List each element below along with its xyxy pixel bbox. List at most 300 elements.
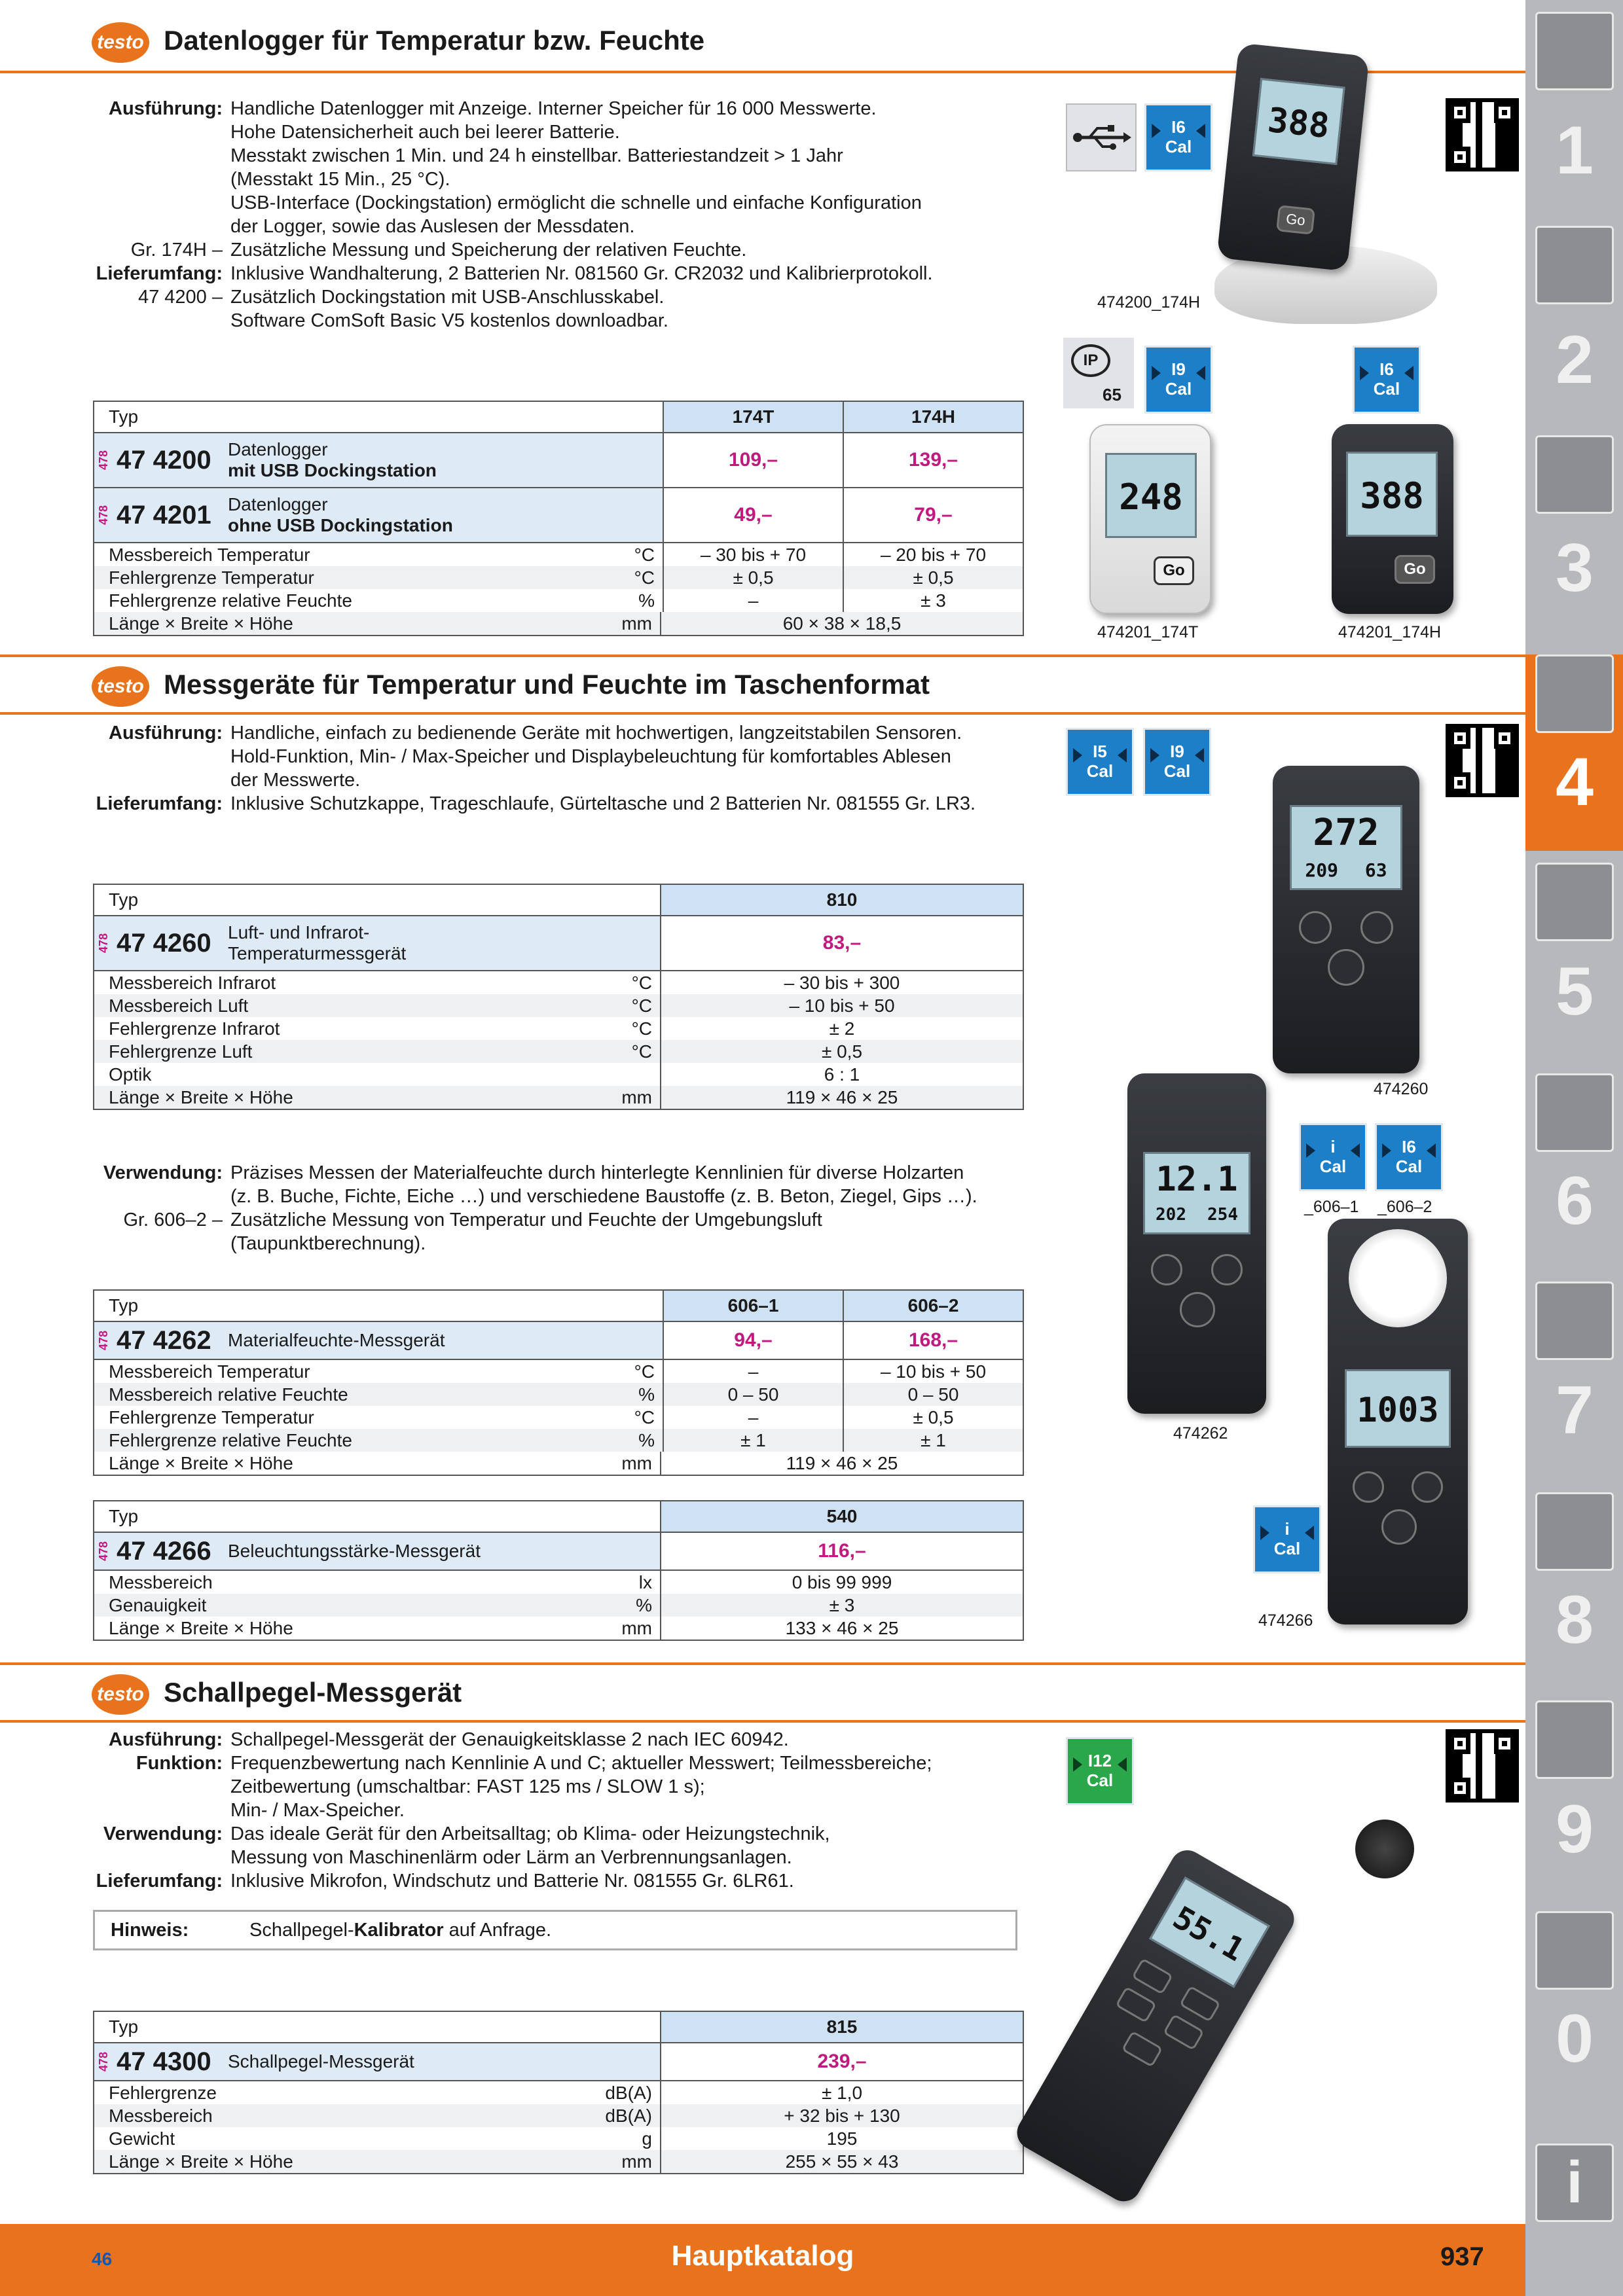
price: 168,– [843,1322,1023,1359]
desc-row [93,1232,1023,1255]
up-button [1299,911,1332,944]
chapter-1-icon[interactable] [1535,12,1614,90]
chapter-5-icon[interactable] [1535,863,1614,941]
article-row [94,1322,1023,1360]
badge-top: I6 [1379,359,1394,379]
article-number: 47 4300 [117,2047,211,2076]
spec-row [94,2104,1023,2127]
spec-row [94,2150,1023,2173]
spec-value: 60 × 38 × 18,5 [660,612,1023,635]
spec-row [94,566,1023,589]
badge-bottom: Cal [1373,379,1400,399]
desc-row [93,1161,1023,1185]
desc-label [93,215,230,238]
article-desc-line2: mit USB Dockingstation [228,460,437,480]
chapter-7-icon[interactable] [1535,1282,1614,1360]
device-display: 1003 [1345,1369,1451,1448]
spec-row [94,2127,1023,2150]
spec-row [94,543,1023,566]
chapter-number[interactable]: 4 [1556,744,1594,820]
chapter-number[interactable]: 1 [1556,113,1594,188]
article-row [94,1533,1023,1571]
price: 94,– [663,1322,843,1359]
desc-text: Schallpegel-Messgerät der Genauigkeitsklasse 2 nach IEC 60942. [230,1729,789,1750]
badge-top: I6 [1402,1137,1416,1157]
desc-label [93,1232,230,1255]
badge-bottom: Cal [1163,761,1191,781]
desc-text: der Messwerte. [230,770,361,791]
display-main-value: 12.1 [1156,1160,1238,1199]
page-ref: 478 [97,2051,110,2072]
article-desc-line1: Datenlogger [228,494,328,514]
desc-label: 47 4200 – [137,287,223,308]
spec-row [94,1406,1023,1429]
spec-value: 255 × 55 × 43 [660,2150,1023,2173]
chapter-number[interactable]: 6 [1556,1163,1594,1239]
badge-top: i [1330,1137,1336,1157]
spec-name: Messbereich Temperatur [109,1361,310,1382]
desc-label [93,745,230,768]
mode-button [1211,1254,1243,1285]
desc-row [93,768,1023,792]
spec-name: Fehlergrenze relative Feuchte [109,1429,352,1450]
spec-value: – 30 bis + 300 [660,971,1023,994]
desc-label: Gr. 174H – [130,240,223,260]
desc-text: USB-Interface (Dockingstation) ermöglicht die schnelle und einfache Konfiguration [230,192,922,213]
spec-name: Fehlergrenze relative Feuchte [109,590,352,611]
image-caption: 474201_174H [1338,623,1442,641]
desc-text: Messtakt zwischen 1 Min. und 24 h einstellbar. Batteriestandzeit > 1 Jahr [230,145,843,166]
spec-row [94,1452,1023,1475]
spec-row [94,589,1023,612]
footer-page-number: 937 [1440,2242,1484,2271]
spec-name: Länge × Breite × Höhe [109,613,293,634]
go-button: Go [1154,556,1194,585]
desc-text: Das ideale Gerät für den Arbeitsalltag; ob Klima- oder Heizungstechnik, [230,1823,830,1844]
product-image-474260 [1273,766,1419,1073]
power-button [1328,949,1364,986]
article-description [225,439,663,481]
col-815: 815 [660,2012,1023,2042]
desc-text: Handliche, einfach zu bedienende Geräte mit hochwertigen, langzeitstabilen Sensoren. [230,723,962,744]
desc-label [93,168,230,191]
hinweis-box [93,1910,1017,1950]
section-header-schallpegel [0,1662,1525,1723]
device-button [1131,1958,1173,1994]
ip65-icon [1063,338,1134,408]
spec-name: Messbereich [109,2105,213,2126]
spec-unit: mm [621,1086,652,1107]
image-caption: _606–1 [1304,1198,1359,1216]
spec-unit: °C [631,1018,652,1039]
desc-label [93,768,230,792]
article-row [94,916,1023,971]
chapter-number[interactable]: 2 [1556,322,1594,398]
desc-text: (Messtakt 15 Min., 25 °C). [230,169,450,190]
spec-value: ± 1,0 [660,2081,1023,2104]
desc-label: Lieferumfang: [96,1871,223,1892]
spec-row [94,1063,1023,1086]
desc-text: Inklusive Schutzkappe, Trageschlaufe, Gürteltasche und 2 Batterien Nr. 081555 Gr. LR3. [230,793,976,814]
device-button [1179,1985,1221,2022]
desc-text: Inklusive Mikrofon, Windschutz und Batterie Nr. 081555 Gr. 6LR61. [230,1871,794,1892]
article-desc-line2: ohne USB Dockingstation [228,515,453,535]
spec-row [94,612,1023,635]
spec-unit: °C [634,1361,655,1382]
spec-unit: °C [634,567,655,588]
typ-label: Typ [109,1506,139,1526]
product-image-474266 [1328,1219,1468,1624]
spec-row [94,1360,1023,1383]
chapter-number[interactable]: 3 [1556,530,1594,606]
spec-value: 119 × 46 × 25 [660,1086,1023,1109]
chapter-i-icon[interactable]: i [1535,2144,1614,2222]
cal-badge [1066,728,1134,796]
testo-logo: testo [92,666,149,707]
article-row [94,488,1023,543]
spec-row [94,1040,1023,1063]
table-810 [93,884,1024,1110]
spec-name: Messbereich Temperatur [109,544,310,565]
spec-value: 0 bis 99 999 [660,1571,1023,1594]
spec-row [94,1383,1023,1406]
price: 116,– [660,1533,1023,1570]
cal-badge [1144,103,1213,171]
table-815 [93,2011,1024,2174]
chapter-0-icon[interactable] [1535,1911,1614,1990]
up-button [1151,1254,1182,1285]
footer-page-left: 46 [92,2249,113,2269]
col-810: 810 [660,885,1023,915]
typ-label: Typ [109,1295,139,1316]
desc-label [93,1846,230,1869]
desc-text: Zusätzliche Messung von Temperatur und Feuchte der Umgebungsluft [230,1210,822,1230]
desc-text: (z. B. Buche, Fichte, Eiche …) und verschiedene Baustoffe (z. B. Beton, Ziegel, Gips …). [230,1186,977,1207]
desc-row [93,1185,1023,1208]
spec-name: Messbereich Luft [109,995,249,1016]
desc-row [93,721,1023,745]
spec-row [94,971,1023,994]
spec-name: Fehlergrenze [109,2082,217,2103]
desc-text: Messung von Maschinenlärm oder Lärm an Verbrennungsanlagen. [230,1847,792,1868]
desc-label: Ausführung: [109,98,223,119]
article-desc-line1: Luft- und Infrarot- [228,922,370,942]
spec-name: Gewicht [109,2128,175,2149]
article-number: 47 4266 [117,1536,211,1566]
spec-unit: dB(A) [605,2105,652,2126]
desc-row [93,1775,1023,1799]
desc-row [93,1208,1023,1232]
desc-label: Ausführung: [109,723,223,744]
desc-label [93,1799,230,1822]
desc-row [93,285,1023,309]
spec-value: ± 1 [843,1429,1023,1452]
desc-row [93,191,1023,215]
chapter-3-icon[interactable] [1535,435,1614,514]
table-header-row [94,1291,1023,1322]
go-button: Go [1395,555,1435,584]
col-174t: 174T [663,402,843,432]
spec-value: 6 : 1 [660,1063,1023,1086]
desc-row [93,168,1023,191]
chapter-number[interactable]: 0 [1556,2001,1594,2077]
spec-name: Fehlergrenze Infrarot [109,1018,280,1039]
spec-value: ± 0,5 [660,1040,1023,1063]
chapter-number[interactable]: 5 [1556,954,1594,1030]
spec-unit: g [642,2128,652,2149]
spec-name: Optik [109,1064,152,1085]
ip-label: IP [1071,344,1110,377]
desc-row [93,1822,1023,1846]
spec-value: ± 0,5 [663,566,843,589]
desc-row [93,792,1023,816]
description-datenlogger [93,97,1023,332]
spec-value: – 20 bis + 70 [843,543,1023,566]
mode-button [1360,911,1393,944]
article-description: Beleuchtungsstärke-Messgerät [228,1541,481,1561]
go-button: Go [1276,205,1315,235]
device-display [1143,1152,1250,1234]
spec-value: ± 2 [660,1017,1023,1040]
spec-unit: °C [631,995,652,1016]
desc-label: Gr. 606–2 – [123,1210,223,1230]
spec-unit: °C [631,972,652,993]
badge-bottom: Cal [1319,1157,1347,1176]
spec-value: – 30 bis + 70 [663,543,843,566]
footer-title: Hauptkatalog [671,2240,854,2272]
sound-meter-body [1011,1844,1300,2208]
spec-value: – [663,1360,843,1383]
device-display [1290,805,1402,890]
chapter-2-icon[interactable] [1535,226,1614,304]
badge-bottom: Cal [1086,1770,1114,1790]
spec-row [94,994,1023,1017]
price: 83,– [660,916,1023,970]
spec-row [94,1086,1023,1109]
logger-174h-device [1216,43,1369,271]
microphone-windscreen [1355,1820,1414,1878]
footer [0,2224,1525,2296]
section-title: Messgeräte für Temperatur und Feuchte im Taschenformat [164,669,930,700]
spec-row [94,1017,1023,1040]
spec-value: ± 0,5 [843,1406,1023,1429]
desc-text: Software ComSoft Basic V5 kostenlos downloadbar. [230,310,668,331]
desc-row [93,1751,1023,1775]
desc-row [93,1728,1023,1751]
spec-row [94,1617,1023,1640]
spec-value: ± 3 [843,589,1023,612]
description-schallpegel [93,1728,1023,1893]
image-caption: 474262 [1173,1424,1228,1443]
chapter-4-icon[interactable] [1535,655,1614,733]
power-button [1180,1292,1215,1327]
display-left-value: 202 [1156,1205,1186,1225]
qr-code [1446,98,1519,171]
table-540 [93,1500,1024,1641]
desc-row [93,262,1023,285]
spec-name: Länge × Breite × Höhe [109,1452,293,1473]
chapter-9-icon[interactable] [1535,1700,1614,1779]
chapter-number[interactable]: 8 [1556,1582,1594,1658]
image-caption: 474260 [1374,1080,1429,1098]
spec-value: + 32 bis + 130 [660,2104,1023,2127]
desc-label [93,1185,230,1208]
desc-text: Hohe Datensicherheit auch bei leerer Batterie. [230,122,620,143]
spec-row [94,1571,1023,1594]
spec-name: Fehlergrenze Temperatur [109,567,314,588]
image-caption: 474266 [1258,1611,1313,1630]
light-sensor-dome [1349,1229,1447,1327]
spec-row [94,1429,1023,1452]
ip-number: 65 [1103,385,1122,404]
chapter-number[interactable]: 7 [1556,1372,1594,1448]
spec-unit: mm [621,2151,652,2172]
table-header-row [94,2012,1023,2043]
spec-row [94,2081,1023,2104]
cal-badge [1066,1737,1134,1805]
table-header-row [94,885,1023,916]
device-button [1115,1986,1157,2023]
chapter-6-icon[interactable] [1535,1073,1614,1152]
badge-bottom: Cal [1165,379,1192,399]
price: 49,– [663,488,843,542]
desc-row [93,1846,1023,1869]
spec-value: 0 – 50 [843,1383,1023,1406]
badge-top: I5 [1093,742,1107,761]
chapter-number[interactable]: 9 [1556,1791,1594,1867]
image-caption: 474200_174H [1097,293,1201,312]
col-606-2: 606–2 [843,1291,1023,1321]
page-ref: 478 [97,505,110,526]
usb-symbol-icon [1067,105,1135,170]
hinweis-text [249,1920,551,1941]
up-button [1353,1471,1384,1503]
price: 239,– [660,2043,1023,2080]
product-image-474201-174t [1089,424,1211,614]
section-title: Schallpegel-Messgerät [164,1677,462,1708]
spec-value: ± 1 [663,1429,843,1452]
cal-badge [1143,728,1211,796]
article-number: 47 4201 [117,500,211,529]
desc-label [93,120,230,144]
page-ref: 478 [97,1541,110,1562]
article-description [225,922,660,964]
spec-value: – 10 bis + 50 [660,994,1023,1017]
page-ref: 478 [97,450,110,471]
product-image-474200 [1214,49,1437,327]
hinweis-bold: Kalibrator [354,1919,444,1941]
spec-name: Fehlergrenze Temperatur [109,1407,314,1427]
usb-icon [1066,103,1137,171]
badge-bottom: Cal [1395,1157,1423,1176]
desc-label: Lieferumfang: [96,263,223,284]
product-image-474300 [1061,1820,1453,2199]
desc-label: Funktion: [136,1753,223,1774]
desc-text: Min- / Max-Speicher. [230,1800,405,1821]
image-caption: 474201_174T [1097,623,1199,641]
spec-name: Genauigkeit [109,1594,207,1615]
desc-text: Handliche Datenlogger mit Anzeige. Interner Speicher für 16 000 Messwerte. [230,98,877,119]
desc-text: Hold-Funktion, Min- / Max-Speicher und Displaybeleuchtung für komfortables Ablesen [230,746,951,767]
page-ref: 478 [97,933,110,954]
spec-unit: mm [621,1617,652,1638]
spec-name: Messbereich Infrarot [109,972,276,993]
article-desc-line1: Datenlogger [228,439,328,459]
spec-unit: °C [634,544,655,565]
spec-unit: dB(A) [605,2082,652,2103]
table-606 [93,1289,1024,1476]
table-header-row [94,402,1023,433]
chapter-8-icon[interactable] [1535,1492,1614,1571]
badge-top: I6 [1171,117,1186,137]
section-header-taschenformat [0,655,1525,715]
desc-row [93,144,1023,168]
spec-unit: mm [621,613,652,634]
spec-unit: °C [631,1041,652,1062]
product-image-474201-174h [1332,424,1453,614]
desc-row [93,1869,1023,1893]
section-title: Datenlogger für Temperatur bzw. Feuchte [164,25,705,56]
desc-row [93,238,1023,262]
device-display: 55.1 [1149,1876,1270,1988]
device-button [1163,2014,1205,2051]
price: 109,– [663,433,843,487]
desc-label [93,191,230,215]
spec-value: 195 [660,2127,1023,2150]
hinweis-pre: Schallpegel- [249,1919,354,1941]
spec-value: 133 × 46 × 25 [660,1617,1023,1640]
badge-bottom: Cal [1086,761,1114,781]
display-main-value: 272 [1313,812,1379,854]
device-button [1122,2030,1163,2067]
power-button [1381,1509,1417,1545]
logger-display: 248 [1105,453,1197,538]
logger-display: 388 [1346,452,1438,537]
spec-row [94,1594,1023,1617]
spec-name: Länge × Breite × Höhe [109,1617,293,1638]
spec-unit: lx [638,1571,652,1592]
desc-text: Zusätzliche Messung und Speicherung der relativen Feuchte. [230,240,747,260]
spec-name: Messbereich relative Feuchte [109,1384,348,1405]
typ-label: Typ [109,2017,139,2037]
spec-name: Messbereich [109,1571,213,1592]
spec-value: – 10 bis + 50 [843,1360,1023,1383]
qr-code [1446,1729,1519,1803]
col-606-1: 606–1 [663,1291,843,1321]
spec-unit: mm [621,1452,652,1473]
article-row [94,433,1023,488]
spec-value: – [663,1406,843,1429]
qr-code [1446,724,1519,797]
desc-text: Zusätzlich Dockingstation mit USB-Anschlusskabel. [230,287,665,308]
mode-button [1412,1471,1443,1503]
col-540: 540 [660,1501,1023,1532]
price: 139,– [843,433,1023,487]
badge-bottom: Cal [1273,1539,1301,1558]
spec-value: 0 – 50 [663,1383,843,1406]
spec-value: ± 0,5 [843,566,1023,589]
desc-row [93,97,1023,120]
spec-unit: % [636,1594,652,1615]
desc-row [93,215,1023,238]
desc-text: Zeitbewertung (umschaltbar: FAST 125 ms / SLOW 1 s); [230,1776,705,1797]
badge-top: I9 [1171,359,1186,379]
desc-row [93,745,1023,768]
article-number: 47 4260 [117,928,211,958]
description-taschenformat [93,721,1023,816]
spec-unit: °C [634,1407,655,1427]
hinweis-label: Hinweis: [111,1919,189,1941]
